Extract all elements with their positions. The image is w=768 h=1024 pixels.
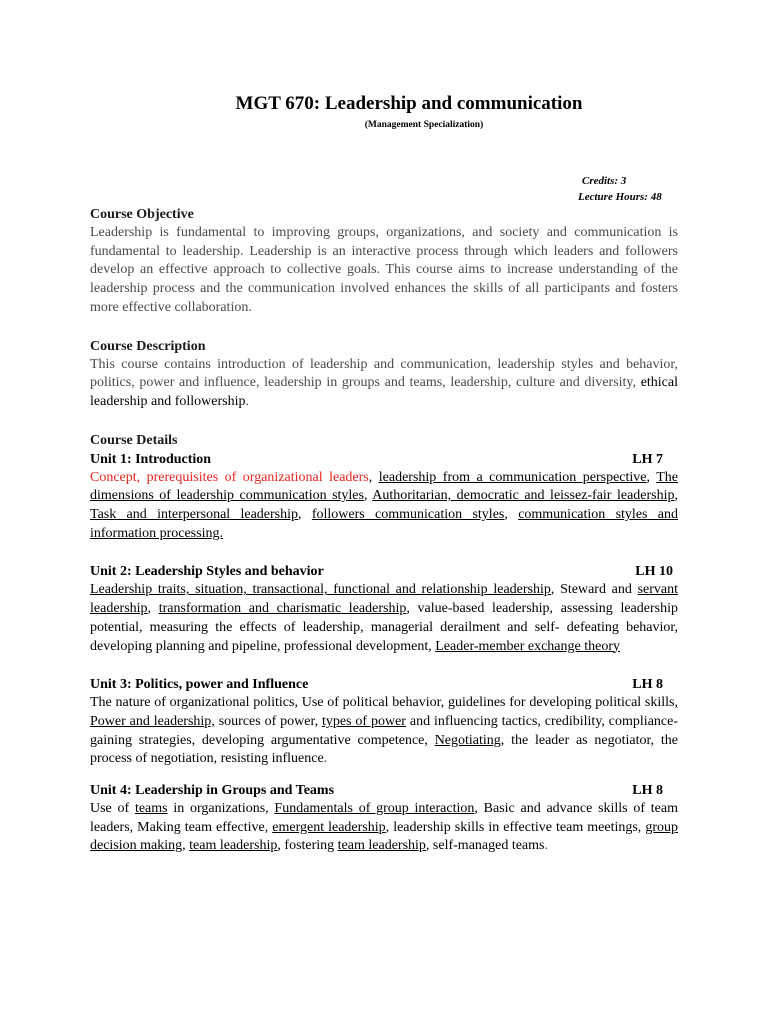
unit2-title: Unit 2: Leadership Styles and behavior [90,564,324,580]
unit4-hours: LH 8 [632,783,663,799]
unit3-text: The nature of organizational politics, Use of political behavior, guidelines for developing political skills, Power and leadership, sources of power, types of power and influencing tactics, credibility, compliance-gaining strategies, developing argumentative competence, Negotiating, the leader as negotiator, the process of negotiation, resisting influence. [90,695,678,767]
unit3-heading [90,675,678,694]
unit1-hours: LH 7 [632,451,663,467]
unit4-heading [90,781,678,800]
unit2-hours: LH 10 [635,564,673,580]
unit4-text: Use of teams in organizations, Fundamentals of group interaction, Basic and advance skills of team leaders, Making team effective, emergent leadership, leadership skills in effective team meetings, group decision making, team leadership, fostering team leadership, self-managed teams. [90,801,679,854]
unit1-heading [90,450,678,469]
objective-heading: Course Objective [90,207,194,222]
unit1-text: Concept, prerequisites of organizational leaders, leadership from a communication perspective, The dimensions of leadership communication styles, Authoritarian, democratic and leissez-fair leadership, Task and interpersonal leadership, followers communication styles, communication styles and information processing. [90,469,679,541]
unit3-title: Unit 3: Politics, power and Influence [90,677,309,693]
unit2-text: Leadership traits, situation, transactional, functional and relationship leadership, Steward and servant leadership, transformation and charismatic leadership, value-based leadership, assessing leadership potential, measuring the effects of leadership, managerial derailment and self- defeating behavior, developing planning and pipeline, professional development, Leader-member exchange theory [90,582,678,654]
unit2-heading [90,562,678,581]
document-body [90,205,678,856]
unit1-title: Unit 1: Introduction [90,451,212,467]
course-subtitle: (Management Specialization) [364,120,484,130]
lecture-hours: Lecture Hours: 48 [578,191,662,203]
description-heading: Course Description [90,338,206,354]
course-title: MGT 670: Leadership and communication [235,93,583,114]
details-heading: Course Details [90,432,178,448]
objective-text: Leadership is fundamental to improving groups, organizations, and society and communication is fundamental to leadership. Leadership is an interactive process through which leaders and followers develop an effective approach to collective goals. This course aims to increase understanding of the leadership process and the communication involved enhances the skills of all participants and fosters more effective collaboration. [90,225,678,315]
unit4-title: Unit 4: Leadership in Groups and Teams [90,783,335,799]
unit3-hours: LH 8 [632,677,663,693]
credits: Credits: 3 [582,175,627,187]
description-text: This course contains introduction of leadership and communication, leadership styles and behavior, politics, power and influence, leadership in groups and teams, leadership, culture and diversity, ethical leadership and followership. [90,356,678,409]
